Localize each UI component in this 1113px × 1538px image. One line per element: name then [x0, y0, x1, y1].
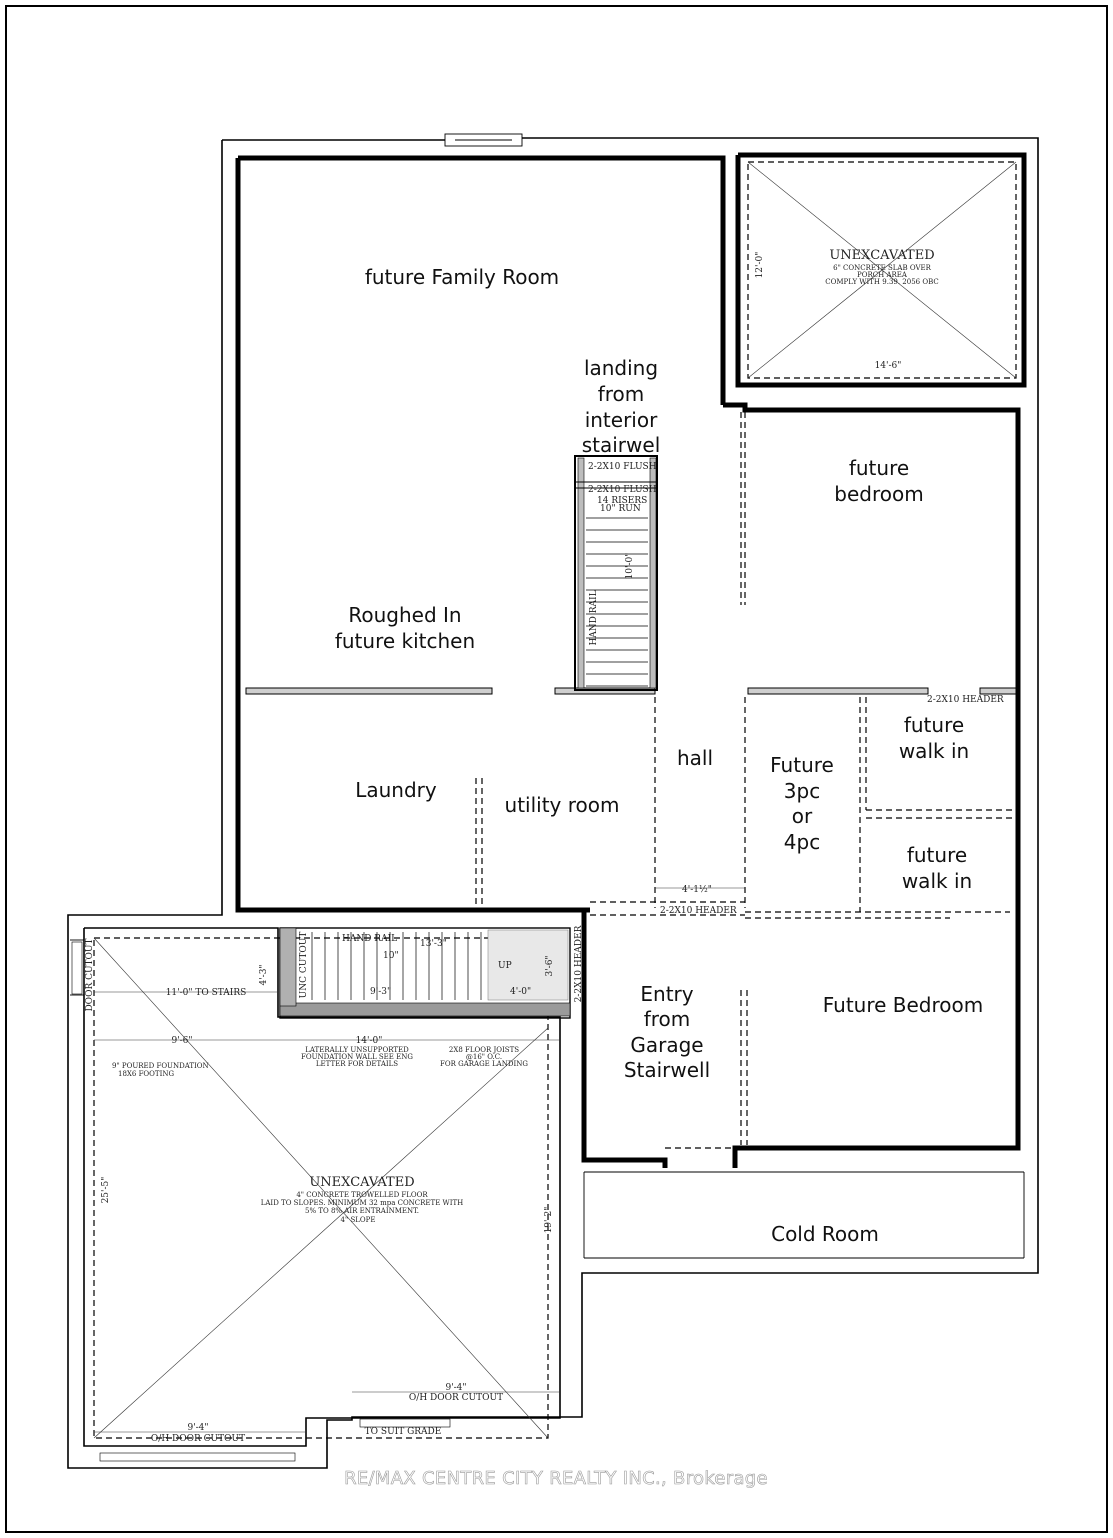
garage-stair-dim6: 4'-3" — [259, 964, 269, 986]
room-walkin-2b: walk in — [901, 869, 973, 893]
door-right-dim: 9'-4" — [445, 1383, 467, 1393]
porch-note-1: 6" CONCRETE SLAB OVER — [833, 264, 931, 272]
stair-length: 10'-0" — [625, 552, 635, 580]
room-bath-1: Future — [770, 753, 834, 777]
porch-title: UNEXCAVATED — [829, 248, 935, 263]
room-bath-2: 3pc — [783, 779, 821, 803]
joists-note-2: @16" O.C. — [465, 1053, 503, 1061]
garage-note-3: 5% TO 8% AIR ENTRAINMENT. — [305, 1207, 419, 1215]
garage-side-header: 2-2X10 HEADER — [574, 925, 584, 1003]
lateral-note-3: LETTER FOR DETAILS — [315, 1060, 399, 1068]
door-left-dim: 9'-4" — [187, 1423, 209, 1433]
stair-header-1: 2-2X10 FLUSH — [588, 462, 657, 472]
garage-dim-right: 19'-2" — [544, 1206, 554, 1234]
stair-header-2: 2-2X10 FLUSH — [588, 485, 657, 495]
room-entry-3: Garage — [630, 1033, 704, 1057]
header-right: 2-2X10 HEADER — [927, 695, 1004, 705]
foundation-note-2: 18X6 FOOTING — [118, 1070, 175, 1078]
garage-note-4: 4" SLOPE — [340, 1216, 376, 1224]
room-bedroom-top-1: future — [848, 456, 910, 480]
garage-stair-dim4: 4'-0" — [510, 987, 532, 997]
page-border — [6, 6, 1107, 1532]
garage-handrail: HAND RAIL — [342, 934, 398, 944]
room-walkin-2a: future — [906, 843, 968, 867]
porch-note-2: PORCH AREA — [857, 271, 907, 279]
room-bedroom-top-2: bedroom — [834, 482, 924, 506]
garage-stair-up: UP — [498, 961, 512, 971]
door-right-label: O/H DOOR CUTOUT — [408, 1393, 504, 1403]
room-walkin-1a: future — [903, 713, 965, 737]
stair-run: 10" RUN — [600, 504, 641, 514]
porch-dim-height: 12'-0" — [755, 251, 765, 279]
room-landing-2: from — [597, 382, 645, 406]
header-hall-dim: 4'-1½" — [682, 885, 712, 895]
room-hall: hall — [676, 746, 714, 770]
room-family: future Family Room — [364, 265, 560, 289]
room-walkin-1b: walk in — [898, 739, 970, 763]
room-cold: Cold Room — [771, 1222, 879, 1246]
foundation-note-1: 9" POURED FOUNDATION — [112, 1062, 209, 1070]
garage-dim-left: 25'-5" — [101, 1176, 111, 1204]
room-kitchen-1: Roughed In — [348, 603, 462, 627]
room-bedroom-bottom: Future Bedroom — [822, 993, 984, 1017]
room-landing-3: interior — [584, 408, 658, 432]
door-left-label: O/H DOOR CUTOUT — [150, 1434, 246, 1444]
garage-dim-small: 9'-6" — [171, 1036, 193, 1046]
room-landing-1: landing — [583, 356, 659, 380]
lateral-note-1: LATERALLY UNSUPPORTED — [305, 1046, 409, 1054]
partitions — [246, 412, 1024, 1258]
porch-note-3: COMPLY WITH 9.39. 2056 OBC — [825, 278, 939, 286]
room-bath-4: 4pc — [783, 830, 821, 854]
stair-risers: 14 RISERS — [597, 496, 648, 506]
garage-stair-dim5: 3'-6" — [545, 955, 555, 977]
stair-handrail: HAND RAIL — [589, 590, 599, 646]
garage-title: UNEXCAVATED — [309, 1175, 415, 1190]
joists-note-3: FOR GARAGE LANDING — [440, 1060, 528, 1068]
garage-door-cutout: DOOR CUTOUT — [85, 938, 95, 1012]
room-landing-4: stairwel — [581, 433, 661, 457]
room-entry-2: from — [643, 1007, 691, 1031]
header-hall: 2-2X10 HEADER — [660, 906, 737, 916]
porch-dim-width: 14'-6" — [874, 361, 902, 371]
joists-note-1: 2X8 FLOOR JOISTS — [448, 1046, 520, 1054]
lateral-note-2: FOUNDATION WALL SEE ENG — [301, 1053, 413, 1061]
unc-cutout: UNC CUTOUT — [299, 931, 309, 999]
room-entry-1: Entry — [640, 982, 694, 1006]
room-laundry: Laundry — [355, 778, 437, 802]
garage-stair-dim1: 13'-3" — [420, 939, 447, 949]
garage-note-1: 4" CONCRETE TROWELLED FLOOR — [296, 1191, 428, 1199]
garage-stair-dim3: 9'-3" — [370, 987, 392, 997]
to-suit-grade: TO SUIT GRADE — [364, 1427, 442, 1437]
room-utility: utility room — [504, 793, 620, 817]
brokerage-watermark: RE/MAX CENTRE CITY REALTY INC., Brokerage — [344, 1468, 768, 1489]
room-kitchen-2: future kitchen — [334, 629, 476, 653]
garage-note-2: LAID TO SLOPES. MINIMUM 32 mpa CONCRETE WITH — [260, 1199, 464, 1207]
room-bath-3: or — [791, 804, 813, 828]
garage-to-stairs: 11'-0" TO STAIRS — [165, 988, 247, 998]
porch-unexcavated — [748, 162, 1016, 378]
room-entry-4: Stairwell — [623, 1058, 711, 1082]
garage-stair-dim2: 10" — [383, 951, 399, 961]
garage-dim-top: 14'-0" — [355, 1036, 383, 1046]
